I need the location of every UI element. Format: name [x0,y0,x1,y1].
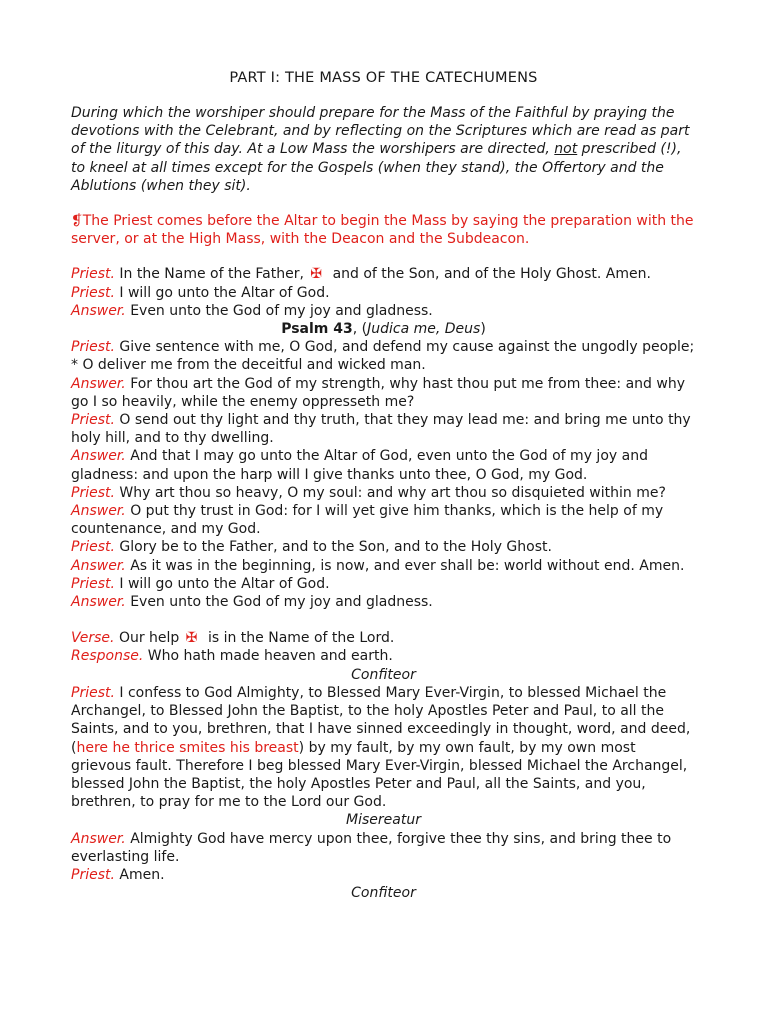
line-text: Amen. [119,866,165,883]
speaker-label: Answer. [71,448,126,465]
speaker-label: Priest. [71,284,115,301]
line-text: Even unto the God of my joy and gladness. [130,594,433,611]
dialogue-line [71,502,696,538]
spacer [71,611,696,629]
intro-text-b: prescribed (!), to kneel at all times except for the Gospels (when they stand), the Offertory and the Ablutions (when they sit). [71,141,682,194]
heading-text: Confiteor [351,666,416,683]
intro-not: not [554,141,578,158]
speaker-label: Priest. [71,484,115,501]
speaker-label: Priest. [71,684,115,701]
dialogue-line [71,411,696,447]
line-text: I will go unto the Altar of God. [119,575,330,592]
psalm-incipit: Judica me, Deus [367,321,481,338]
speaker-label: Verse. [71,630,115,647]
line-text: In the Name of the Father, [119,266,304,283]
line-text: O put thy trust in God: for I will yet give him thanks, which is the help of my countenance, and my God. [71,503,664,538]
line-text: and of the Son, and of the Holy Ghost. Amen. [332,266,651,283]
dialogue-line [71,593,696,611]
rubric-paragraph [71,212,696,248]
dialogue-line [71,557,696,575]
line-text: Our help [118,630,180,647]
speaker-label: Answer. [71,302,126,319]
dialogue-line [71,866,696,884]
dialogue-line [71,629,696,647]
line-text: As it was in the beginning, is now, and ever shall be: world without end. Amen. [130,557,685,574]
dialogue-line [71,447,696,483]
intro-paragraph [71,104,696,195]
intro-text-a: During which the worshiper should prepare for the Mass of the Faithful by praying the devotions with the Celebrant, and by reflecting on the Scriptures which are read as part of the liturgy of this day. At a Low Mass the worshipers are directed, [71,105,690,158]
rubric-text: The Priest comes before the Altar to begin the Mass by saying the preparation with the server, or at the High Mass, with the Deacon and the Subdeacon. [71,213,694,248]
psalm-number: Psalm 43 [281,321,353,338]
dialogue-line [71,830,696,866]
line-text: I will go unto the Altar of God. [119,284,330,301]
speaker-label: Answer. [71,830,126,847]
dialogue-line [71,338,696,374]
pilcrow-icon: ❡ [71,213,83,230]
cross-icon: ✠ [185,630,198,647]
dialogue-line [71,265,696,283]
speaker-label: Answer. [71,375,126,392]
speaker-label: Priest. [71,412,115,429]
dialogue-line [71,684,696,811]
psalm-heading [71,320,696,338]
section-heading-confiteor-2 [71,884,696,902]
dialogue-line [71,538,696,556]
heading-text: Confiteor [351,885,416,902]
line-text: is in the Name of the Lord. [207,630,395,647]
speaker-label: Priest. [71,866,115,883]
speaker-label: Answer. [71,503,126,520]
line-text: Glory be to the Father, and to the Son, and to the Holy Ghost. [119,539,552,556]
speaker-label: Answer. [71,557,126,574]
dialogue-line [71,302,696,320]
line-text: ) by my fault, by my own fault, by my own most grievous fault. Therefore I beg blessed Mary Ever-Virgin, blessed Michael the Archangel, blessed John the Baptist, the holy Apostles Peter and Paul, all the Saints, and you, brethren, to pray for me to the Lord our God. [71,739,688,811]
dialogue-line [71,284,696,302]
line-text: O send out thy light and thy truth, that they may lead me: and bring me unto thy holy hill, and to thy dwelling. [71,412,691,447]
speaker-label: Priest. [71,266,115,283]
line-text: Give sentence with me, O God, and defend my cause against the ungodly people; * O deliver me from the deceitful and wicked man. [71,339,695,374]
dialogue-line [71,647,696,665]
cross-icon: ✠ [310,266,323,283]
speaker-label: Priest. [71,575,115,592]
speaker-label: Priest. [71,339,115,356]
line-text: Almighty God have mercy upon thee, forgive thee thy sins, and bring thee to everlasting life. [71,830,672,865]
line-text: Who hath made heaven and earth. [147,648,393,665]
speaker-label: Answer. [71,594,126,611]
line-text: I confess to God Almighty, to Blessed Mary Ever-Virgin, to blessed Michael the Archangel, to Blessed John the Baptist, to the holy Apostles Peter and Paul, to all the Saints, and to you, brethren, that I have sinned exceedingly in thought, word, and deed, ( [71,684,691,756]
section-heading-misereatur [71,811,696,829]
line-text: For thou art the God of my strength, why hast thou put me from thee: and why go I so heavily, while the enemy oppresseth me? [71,375,685,410]
section-heading-confiteor [71,666,696,684]
page-title: PART I: THE MASS OF THE CATECHUMENS [229,70,538,86]
psalm-sep: , ( [352,321,368,338]
speaker-label: Priest. [71,539,115,556]
line-text: Even unto the God of my joy and gladness. [130,302,433,319]
dialogue-line [71,575,696,593]
line-text: And that I may go unto the Altar of God, even unto the God of my joy and gladness: and upon the harp will I give thanks unto thee, O God, my God. [71,448,648,483]
line-text: Why art thou so heavy, O my soul: and why art thou so disquieted within me? [119,484,666,501]
speaker-label: Response. [71,648,144,665]
heading-text: Misereatur [346,812,421,829]
dialogue-line [71,484,696,502]
rubric-inline: here he thrice smites his breast [76,739,299,756]
psalm-close: ) [480,321,486,338]
dialogue-line [71,375,696,411]
